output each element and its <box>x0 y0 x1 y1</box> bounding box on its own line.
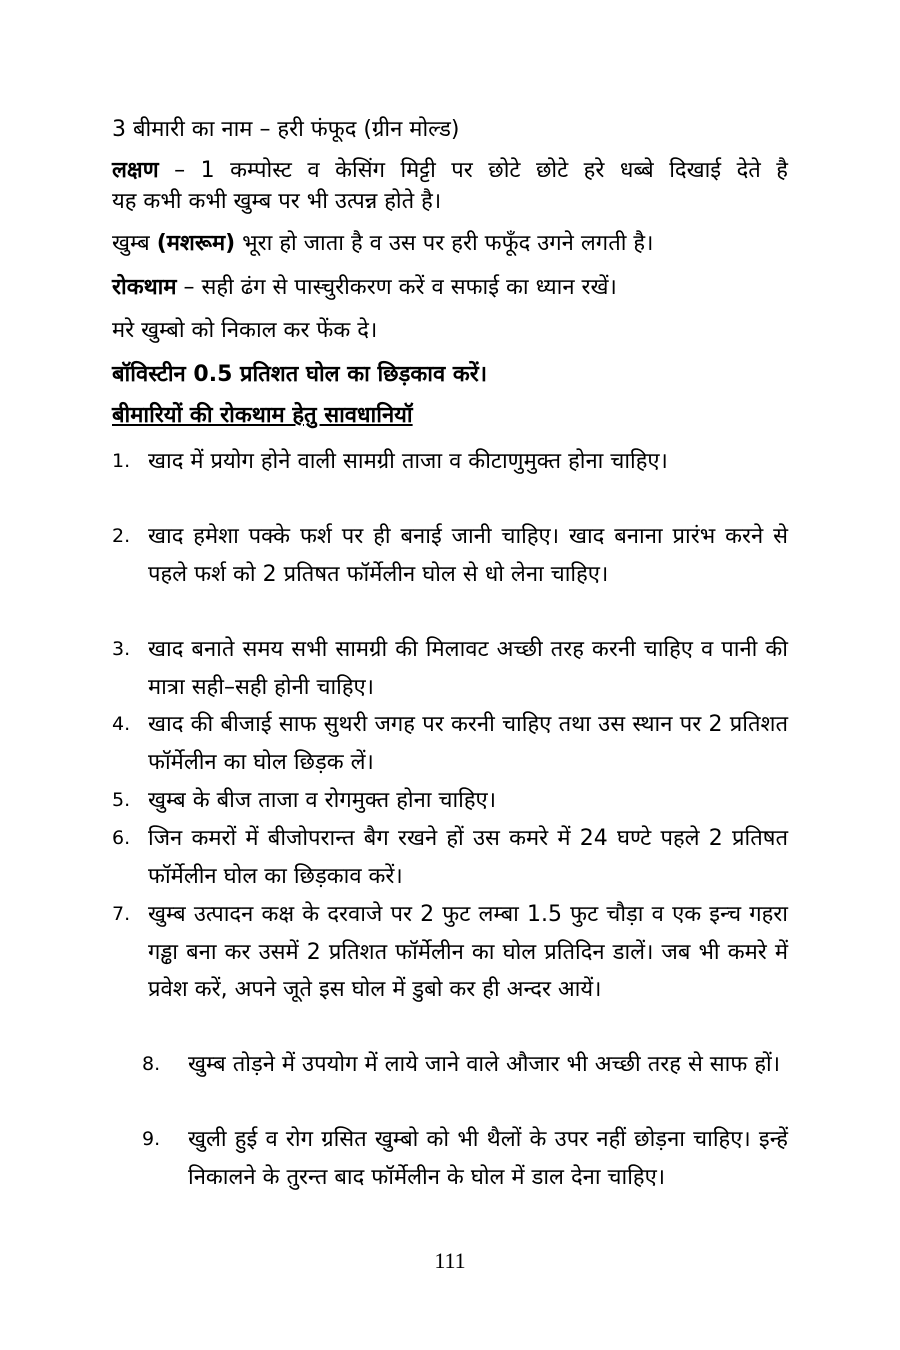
mushroom-rest: भूरा हो जाता है व उस पर हरी फफूँद उगने लगती है। <box>235 231 654 256</box>
list-text: खाद हमेशा पक्के फर्श पर ही बनाई जानी चाहिए। खाद बनाना प्रारंभ करने से पहले फर्श को 2 प्रतिषत फॉर्मेलीन घोल से धो लेना चाहिए। <box>148 524 788 587</box>
symptom-label: लक्षण <box>112 158 159 183</box>
disease-title: 3 बीमारी का नाम – हरी फंफूद (ग्रीन मोल्ड) <box>112 117 460 142</box>
list-text: खाद बनाते समय सभी सामग्री की मिलावट अच्छी तरह करनी चाहिए व पानी की मात्रा सही–सही होनी चाहिए। <box>148 637 788 700</box>
symptom-text-1: – 1 कम्पोस्ट व केसिंग मिट्टी पर छोटे छोटे हरे धब्बे दिखाई देते है <box>158 158 788 183</box>
prevention-text: – सही ढंग से पास्चुरीकरण करें व सफाई का ध्यान रखें। <box>176 275 617 300</box>
list-text: खुम्ब के बीज ताजा व रोगमुक्त होना चाहिए। <box>148 788 497 813</box>
list-text: खाद की बीजाई साफ सुथरी जगह पर करनी चाहिए तथा उस स्थान पर 2 प्रतिशत फॉर्मेलीन का घोल छिड़क लें। <box>148 712 788 775</box>
list-text: खुम्ब उत्पादन कक्ष के दरवाजे पर 2 फुट लम्बा 1.5 फुट चौड़ा व एक इन्च गहरा गड्ढा बना कर उसमें 2 प्रतिशत फॉर्मेलीन का घोल प्रतिदिन डालें। जब भी कमरे में प्रवेश करें, अपने जूते इस घोल में डुबो कर ही अन्दर आयें। <box>148 902 788 1002</box>
list-number: 7. <box>112 903 131 925</box>
list-text: जिन कमरों में बीजोपरान्त बैग रखने हों उस कमरे में 24 घण्टे पहले 2 प्रतिषत फॉर्मेलीन घोल का छिड़काव करें। <box>148 826 788 889</box>
symptom-text-2: यह कभी कभी खुम्ब पर भी उत्पन्न होते है। <box>112 189 442 214</box>
list-number: 8. <box>142 1053 161 1075</box>
page-number: 111 <box>434 1248 466 1273</box>
list-number: 2. <box>112 525 131 547</box>
remove-line: मरे खुम्बो को निकाल कर फेंक दे। <box>112 318 378 343</box>
bavistin-line: बॉविस्टीन 0.5 प्रतिशत घोल का छिड़काव करें। <box>112 362 488 387</box>
mushroom-line <box>112 226 788 262</box>
list-text: खाद में प्रयोग होने वाली सामग्री ताजा व कीटाणुमुक्त होना चाहिए। <box>148 449 668 474</box>
list-number: 9. <box>142 1128 161 1150</box>
prevention-line <box>112 270 788 306</box>
list-number: 3. <box>112 638 131 660</box>
precautions-heading-text: बीमारियों की रोकथाम हेतु सावधानियॉ <box>112 403 413 428</box>
list-number: 1. <box>112 450 131 472</box>
mushroom-start: खुम्ब <box>112 231 157 256</box>
list-number: 6. <box>112 827 131 849</box>
mushroom-bold: (मशरूम) <box>156 231 236 256</box>
list-number: 5. <box>112 789 131 811</box>
list-text: खुली हुई व रोग ग्रसित खुम्बो को भी थैलों के उपर नहीं छोड़ना चाहिए। इन्हें निकालने के तुरन्त बाद फॉर्मेलीन के घोल में डाल देना चाहिए। <box>188 1127 788 1190</box>
list-number: 4. <box>112 713 131 735</box>
prevention-label: रोकथाम <box>112 275 177 300</box>
list-text: खुम्ब तोड़ने में उपयोग में लाये जाने वाले औजार भी अच्छी तरह से साफ हों। <box>188 1052 781 1077</box>
precautions-heading <box>112 398 788 434</box>
